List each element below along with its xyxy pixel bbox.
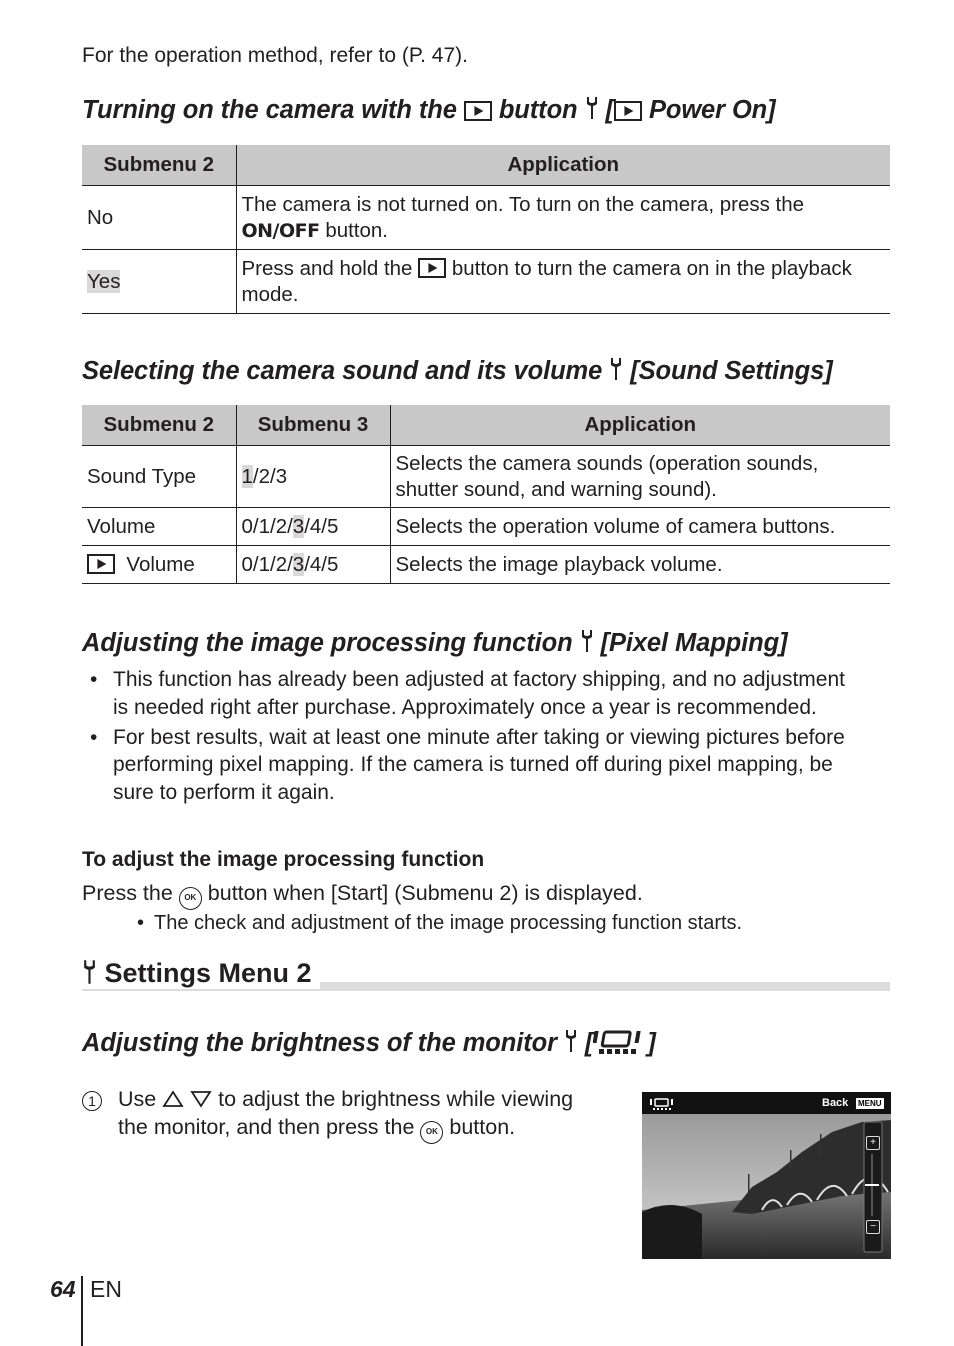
application-cell: Selects the camera sounds (operation sounds, shutter sound, and warning sound). [390,446,890,508]
brightness-marker [865,1184,879,1186]
submenu-value: No [82,186,236,250]
heading-text: Adjusting the image processing function [82,629,573,657]
heading-text: [ [584,1029,594,1057]
submenu3-value [236,446,390,508]
table-header-row [82,405,890,446]
cell-text: Press and hold the [241,256,413,280]
step-line [82,1086,573,1114]
table-row [82,446,890,508]
cell-text: button to turn the camera on in the playback mode. [241,256,852,306]
subheading: To adjust the image processing function [82,848,485,871]
step-text: the monitor, and then press the [118,1114,415,1139]
submenu3-value [236,546,390,584]
wrench-icon [609,357,623,381]
column-header: Application [390,405,890,446]
heading-text: Selecting the camera sound and its volume [82,357,603,385]
application-cell [236,186,890,250]
cell-text: The camera is not turned on. To turn on the camera, press the [241,192,805,216]
application-cell: Selects the image playback volume. [390,546,890,584]
settings-menu-title-text: Settings Menu 2 [104,958,312,988]
language-label: EN [90,1276,122,1302]
ok-button-icon: OK [420,1121,443,1144]
heading-text: Turning on the camera with the [82,96,457,124]
submenu2-value [82,546,236,584]
column-header: Application [236,145,890,186]
column-header: Submenu 2 [82,145,236,186]
sound-settings-table [82,405,890,584]
cell-text: Volume [126,552,195,576]
wrench-icon [564,1029,578,1053]
step-number: 1 [82,1091,102,1111]
submenu-value [82,250,236,314]
brightness-scale [871,1154,873,1216]
heading-text: [Sound Settings] [630,357,833,385]
bridge-photo [642,1092,891,1259]
ok-button-icon: OK [179,887,202,910]
heading-brightness [82,1029,656,1058]
playback-icon [464,101,492,121]
submenu3-value [236,508,390,546]
table-row [82,250,890,314]
cell-text: /4/5 [304,552,339,576]
settings-menu-title [82,958,320,989]
playback-icon [614,101,642,121]
table-header-row [82,145,890,186]
table-row [82,546,890,584]
column-header: Submenu 3 [236,405,390,446]
column-header: Submenu 2 [82,405,236,446]
heading-text: ] [647,1029,656,1057]
heading-text: button [498,96,578,124]
cell-text: /4/5 [304,514,339,538]
heading-text: Power On] [648,96,776,124]
sub-bullet-text: The check and adjustment of the image processing function starts. [154,912,743,934]
default-value: Yes [87,269,121,293]
cell-text: 0/1/2/ [241,514,293,538]
wrench-icon [585,96,599,120]
step-line [82,1114,573,1144]
default-value: 3 [292,552,305,576]
instruction-text: Press the [82,881,173,905]
up-arrow-icon [162,1090,184,1108]
step-text: to adjust the brightness while viewing [218,1087,574,1111]
playback-icon [418,258,446,278]
sub-bullet: • The check and adjustment of the image processing function starts. [137,912,743,934]
playback-icon [87,554,115,574]
heading-power-on [82,96,776,125]
cell-text: /2/3 [252,464,288,488]
instruction-text: button when [Start] (Submenu 2) is displayed. [207,881,643,905]
power-on-table [82,145,890,314]
list-item: • For best results, wait at least one minute after taking or viewing pictures before performing pixel mapping. If the camera is turned off during pixel mapping, be sure to perform it again. [82,724,862,807]
default-value: 1 [241,464,253,488]
table-row [82,508,890,546]
heading-text: Adjusting the brightness of the monitor [82,1029,557,1057]
on-off-key: ON/OFF [241,219,320,242]
submenu2-value: Volume [82,508,236,546]
back-label: Back [822,1097,849,1109]
list-item: • This function has already been adjusted at factory shipping, and no adjustment is needed right after purchase. Approximately once a year is recommended. [82,666,862,721]
submenu2-value: Sound Type [82,446,236,508]
instruction-line [82,881,643,910]
application-cell: Selects the operation volume of camera buttons. [390,508,890,546]
menu-button-label: MENU [858,1099,882,1108]
plus-icon: + [866,1136,880,1150]
pixel-mapping-notes [82,666,862,809]
heading-pixel-mapping [82,629,788,658]
wrench-icon [580,629,594,653]
application-cell [236,250,890,314]
page-number: 64 [50,1276,76,1302]
step-1 [82,1086,573,1144]
wrench-icon [82,959,97,985]
heading-sound-settings [82,357,833,386]
cell-text: 0/1/2/ [241,552,293,576]
table-row [82,186,890,250]
minus-icon: − [866,1220,880,1234]
step-text: button. [449,1114,516,1139]
heading-text: [ [605,96,614,124]
intro-text: For the operation method, refer to (P. 47). [82,44,468,67]
monitor-brightness-icon [593,1029,647,1055]
step-text: Use [117,1087,157,1111]
brightness-mode-icon [650,1098,674,1111]
default-value: 3 [292,514,305,538]
heading-text: [Pixel Mapping] [600,629,788,657]
camera-screen-illustration [642,1092,891,1259]
cell-text: button. [325,218,389,242]
footer-divider [81,1276,83,1346]
down-arrow-icon [190,1090,212,1108]
